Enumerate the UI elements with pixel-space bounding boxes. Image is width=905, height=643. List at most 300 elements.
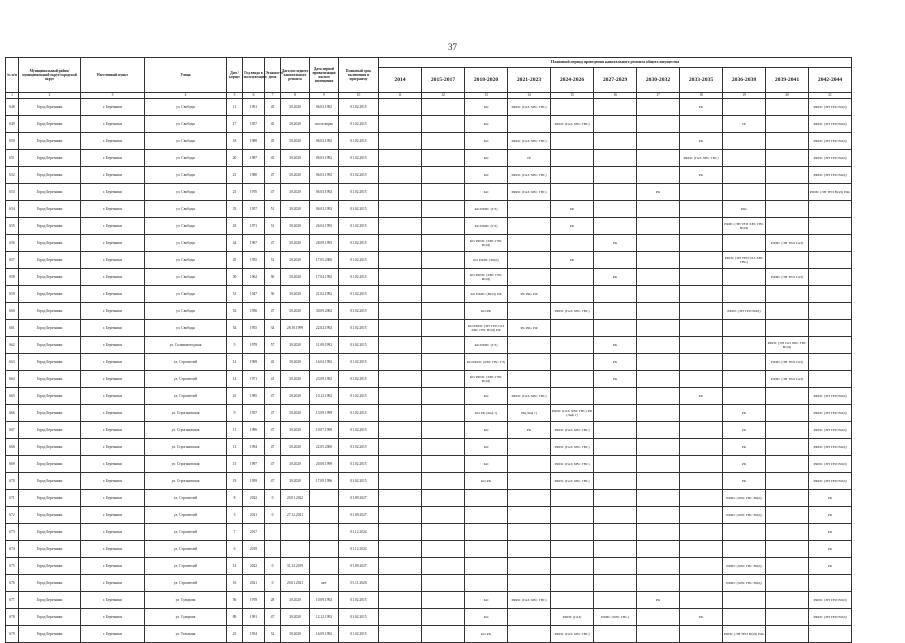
period-2014-cell bbox=[379, 150, 422, 167]
street-cell: ул. Строителей bbox=[145, 575, 227, 592]
period-2027-2029-cell bbox=[594, 116, 637, 133]
settlement-cell: г. Березники bbox=[81, 354, 145, 371]
municipality-cell: Город Березники bbox=[19, 541, 81, 558]
table-row bbox=[6, 320, 852, 337]
period-2036-2038-cell: РФо bbox=[723, 201, 766, 218]
row-number: 656 bbox=[6, 235, 19, 252]
period-2039-2041-cell bbox=[766, 507, 809, 524]
period-2036-2038-cell: РК bbox=[723, 405, 766, 422]
period-2024-2026-cell: РФИС (ГАХ ХВС ГВС) РФ (Лиф т) bbox=[551, 405, 594, 422]
last-repair-cell: 30.2020 bbox=[281, 269, 310, 286]
period-2018-2020-cell: КО bbox=[465, 133, 508, 150]
column-number: 7 bbox=[265, 93, 281, 99]
period-2042-2044-cell: РФИС (ЭН ТЕП ВОД) РФо bbox=[809, 184, 852, 201]
period-2015-2017-cell bbox=[422, 388, 465, 405]
house-cell: 23 bbox=[227, 626, 243, 643]
period-2021-2023-cell bbox=[508, 337, 551, 354]
period-2033-2035-cell: РК bbox=[680, 99, 723, 116]
period-2033-2035-cell: РК bbox=[680, 609, 723, 626]
period-2030-2032-cell bbox=[637, 626, 680, 643]
column-number: 18 bbox=[680, 93, 723, 99]
period-2030-2032-cell bbox=[637, 371, 680, 388]
year-built-cell: 2022 bbox=[243, 490, 265, 507]
period-2018-2020-cell: КО РФИС (ЭН ТЕП ГАЗ ХВС ГВС ВОД) РФ bbox=[465, 320, 508, 337]
header-last-repair: Дата последнего капитального ремонта bbox=[281, 58, 310, 93]
settlement-cell: г. Березники bbox=[81, 116, 145, 133]
privatization-cell: 30.09.2002 bbox=[310, 303, 339, 320]
table-row bbox=[6, 388, 852, 405]
row-number: 670 bbox=[6, 473, 19, 490]
period-2018-2020-cell: КО bbox=[465, 184, 508, 201]
period-2024-2026-cell bbox=[551, 558, 594, 575]
column-number: 12 bbox=[422, 93, 465, 99]
header-year-2018-2020: 2018-2020 bbox=[465, 68, 508, 93]
year-built-cell: 2017 bbox=[243, 524, 265, 541]
period-2021-2023-cell bbox=[508, 439, 551, 456]
period-2024-2026-cell bbox=[551, 524, 594, 541]
street-cell: ул. Свободы bbox=[145, 218, 227, 235]
planned-date-cell: 01.02.2015 bbox=[339, 456, 379, 473]
period-2042-2044-cell bbox=[809, 337, 852, 354]
year-built-cell: 1959 bbox=[243, 473, 265, 490]
period-2018-2020-cell: КО РК bbox=[465, 626, 508, 643]
period-2021-2023-cell bbox=[508, 507, 551, 524]
column-number: 19 bbox=[723, 93, 766, 99]
period-2030-2032-cell: РК bbox=[637, 592, 680, 609]
row-number: 663 bbox=[6, 354, 19, 371]
period-2039-2041-cell: РФИС (ЭН ГАЗ ХВС ГВС ВОД) bbox=[766, 337, 809, 354]
table-row bbox=[6, 524, 852, 541]
last-repair-cell: 30.2020 bbox=[281, 405, 310, 422]
municipality-cell: Город Березники bbox=[19, 575, 81, 592]
table-row bbox=[6, 507, 852, 524]
table-row bbox=[6, 116, 852, 133]
year-built-cell: 1985 bbox=[243, 388, 265, 405]
header-year-2024-2026: 2024-2026 bbox=[551, 68, 594, 93]
period-2033-2035-cell bbox=[680, 337, 723, 354]
period-2021-2023-cell: ТЕ bbox=[508, 150, 551, 167]
period-2039-2041-cell bbox=[766, 99, 809, 116]
period-2021-2023-cell bbox=[508, 490, 551, 507]
settlement-cell: г. Березники bbox=[81, 507, 145, 524]
table-row bbox=[6, 252, 852, 269]
period-2033-2035-cell bbox=[680, 541, 723, 558]
period-2018-2020-cell bbox=[465, 558, 508, 575]
house-cell: 43 bbox=[227, 218, 243, 235]
period-2018-2020-cell: КО РФИС (ТЭ) bbox=[465, 218, 508, 235]
repair-schedule-table bbox=[5, 57, 852, 643]
year-built-cell: 1957 bbox=[243, 201, 265, 218]
settlement-cell: г. Березники bbox=[81, 269, 145, 286]
floors-cell: 50 bbox=[265, 269, 281, 286]
year-built-cell: 1951 bbox=[243, 99, 265, 116]
period-2039-2041-cell bbox=[766, 184, 809, 201]
table-row bbox=[6, 626, 852, 643]
street-cell: ул. Свободы bbox=[145, 235, 227, 252]
period-2014-cell bbox=[379, 286, 422, 303]
privatization-cell: 20.08.1999 bbox=[310, 456, 339, 473]
planned-date-cell: 01.02.2015 bbox=[339, 116, 379, 133]
house-cell: 20 bbox=[227, 150, 243, 167]
street-cell: ул. Строителей bbox=[145, 371, 227, 388]
period-2033-2035-cell bbox=[680, 405, 723, 422]
municipality-cell: Город Березники bbox=[19, 252, 81, 269]
planned-date-cell: 01.02.2015 bbox=[339, 592, 379, 609]
period-2039-2041-cell bbox=[766, 456, 809, 473]
period-2024-2026-cell: РК bbox=[551, 218, 594, 235]
period-2021-2023-cell bbox=[508, 269, 551, 286]
period-2021-2023-cell: РФИС (ГАХ ХВС ГВС) bbox=[508, 388, 551, 405]
period-2036-2038-cell: РФИС (ХВС ГВС ВОД) bbox=[723, 558, 766, 575]
column-number: 2 bbox=[19, 93, 81, 99]
street-cell: ул. Свободы bbox=[145, 116, 227, 133]
period-2021-2023-cell bbox=[508, 303, 551, 320]
privatization-cell: 11.09.1992 bbox=[310, 337, 339, 354]
period-2039-2041-cell bbox=[766, 524, 809, 541]
period-2014-cell bbox=[379, 235, 422, 252]
settlement-cell: г. Березники bbox=[81, 337, 145, 354]
privatization-cell: 26.04.1993 bbox=[310, 218, 339, 235]
period-2015-2017-cell bbox=[422, 99, 465, 116]
period-2033-2035-cell bbox=[680, 235, 723, 252]
period-2024-2026-cell bbox=[551, 184, 594, 201]
house-cell: 12 bbox=[227, 558, 243, 575]
period-2030-2032-cell bbox=[637, 354, 680, 371]
header-year-built: Год ввода в эксплуатацию bbox=[243, 58, 265, 93]
period-2018-2020-cell: КО bbox=[465, 150, 508, 167]
period-2036-2038-cell bbox=[723, 150, 766, 167]
period-2018-2020-cell: КО bbox=[465, 609, 508, 626]
period-2036-2038-cell bbox=[723, 388, 766, 405]
period-2021-2023-cell bbox=[508, 218, 551, 235]
period-2036-2038-cell bbox=[723, 592, 766, 609]
year-built-cell: 1970 bbox=[243, 184, 265, 201]
settlement-cell: г. Березники bbox=[81, 150, 145, 167]
street-cell: ул. Свободы bbox=[145, 286, 227, 303]
period-2018-2020-cell: КО bbox=[465, 439, 508, 456]
period-2027-2029-cell: РК bbox=[594, 269, 637, 286]
street-cell: ул. Строителей bbox=[145, 524, 227, 541]
period-2014-cell bbox=[379, 456, 422, 473]
period-2024-2026-cell bbox=[551, 167, 594, 184]
header-year-2015-2017: 2015-2017 bbox=[422, 68, 465, 93]
period-2015-2017-cell bbox=[422, 337, 465, 354]
period-2024-2026-cell bbox=[551, 320, 594, 337]
period-2024-2026-cell: РФИС (ГАХ ХВС ГВС) bbox=[551, 116, 594, 133]
period-2014-cell bbox=[379, 269, 422, 286]
last-repair-cell: 30.2020 bbox=[281, 218, 310, 235]
municipality-cell: Город Березники bbox=[19, 490, 81, 507]
street-cell: ул. Строгановская bbox=[145, 439, 227, 456]
street-cell: ул. Строгановская bbox=[145, 456, 227, 473]
period-2018-2020-cell: КО РК (Лиф т) bbox=[465, 405, 508, 422]
period-2042-2044-cell: РК bbox=[809, 558, 852, 575]
header-municipality: Муниципальный район/муниципальный округ/городской округ bbox=[19, 58, 81, 93]
period-2015-2017-cell bbox=[422, 609, 465, 626]
privatization-cell: 10.07.1998 bbox=[310, 422, 339, 439]
planned-date-cell: 01.02.2015 bbox=[339, 337, 379, 354]
last-repair-cell: 20.01.2022 bbox=[281, 490, 310, 507]
year-built-cell: 1971 bbox=[243, 371, 265, 388]
column-number: 9 bbox=[310, 93, 339, 99]
period-2024-2026-cell: РФИС (ГАЗ) bbox=[551, 609, 594, 626]
period-2030-2032-cell bbox=[637, 303, 680, 320]
privatization-cell: 23.09.1992 bbox=[310, 371, 339, 388]
row-number: 660 bbox=[6, 303, 19, 320]
period-2039-2041-cell bbox=[766, 575, 809, 592]
period-2024-2026-cell: РФИС (ГАХ ХВС ГВС) bbox=[551, 439, 594, 456]
floors-cell: 0 bbox=[265, 490, 281, 507]
row-number: 659 bbox=[6, 286, 19, 303]
period-2014-cell bbox=[379, 184, 422, 201]
period-2027-2029-cell bbox=[594, 218, 637, 235]
year-built-cell: 2021 bbox=[243, 575, 265, 592]
municipality-cell: Город Березники bbox=[19, 354, 81, 371]
year-built-cell: 1967 bbox=[243, 235, 265, 252]
last-repair-cell bbox=[281, 541, 310, 558]
house-cell: 56 bbox=[227, 592, 243, 609]
period-2015-2017-cell bbox=[422, 184, 465, 201]
last-repair-cell: 30.2020 bbox=[281, 371, 310, 388]
street-cell: ул. Строгановская bbox=[145, 405, 227, 422]
planned-date-cell: 01.02.2015 bbox=[339, 609, 379, 626]
privatization-cell: 06.03.1992 bbox=[310, 201, 339, 218]
period-2027-2029-cell bbox=[594, 150, 637, 167]
period-2024-2026-cell bbox=[551, 541, 594, 558]
period-2015-2017-cell bbox=[422, 524, 465, 541]
row-number: 673 bbox=[6, 524, 19, 541]
period-2015-2017-cell bbox=[422, 456, 465, 473]
house-cell: 7 bbox=[227, 524, 243, 541]
period-2042-2044-cell bbox=[809, 320, 852, 337]
privatization-cell: 10.09.1992 bbox=[310, 592, 339, 609]
year-built-cell: 1980 bbox=[243, 167, 265, 184]
floors-cell: 51 bbox=[265, 218, 281, 235]
column-number: 20 bbox=[766, 93, 809, 99]
period-2014-cell bbox=[379, 405, 422, 422]
period-2018-2020-cell: КО РК bbox=[465, 473, 508, 490]
period-2015-2017-cell bbox=[422, 235, 465, 252]
row-number: 677 bbox=[6, 592, 19, 609]
table-row bbox=[6, 609, 852, 626]
municipality-cell: Город Березники bbox=[19, 286, 81, 303]
period-2039-2041-cell bbox=[766, 592, 809, 609]
period-2042-2044-cell: РФИС (ЭН ТЕП ВОД) bbox=[809, 473, 852, 490]
period-2036-2038-cell: РФИС (ЭН ТЕП ВОД) bbox=[723, 303, 766, 320]
period-2042-2044-cell: РФИС (ЭН ТЕП ВОД) bbox=[809, 133, 852, 150]
period-2039-2041-cell bbox=[766, 320, 809, 337]
period-2018-2020-cell bbox=[465, 490, 508, 507]
year-built-cell: 1988 bbox=[243, 133, 265, 150]
floors-cell: 34 bbox=[265, 320, 281, 337]
settlement-cell: г. Березники bbox=[81, 439, 145, 456]
period-2027-2029-cell: РК bbox=[594, 371, 637, 388]
period-2033-2035-cell: РК bbox=[680, 388, 723, 405]
municipality-cell: Город Березники bbox=[19, 388, 81, 405]
row-number: 675 bbox=[6, 558, 19, 575]
year-built-cell: 1955 bbox=[243, 252, 265, 269]
street-cell: ул. Суворова bbox=[145, 592, 227, 609]
period-2018-2020-cell: КО bbox=[465, 167, 508, 184]
period-2036-2038-cell bbox=[723, 286, 766, 303]
year-built-cell: 1987 bbox=[243, 150, 265, 167]
period-2036-2038-cell: РФИС (ХВС ГВС ВОД) bbox=[723, 575, 766, 592]
street-cell: ул. Свободы bbox=[145, 184, 227, 201]
period-2018-2020-cell: КО bbox=[465, 116, 508, 133]
period-2030-2032-cell bbox=[637, 116, 680, 133]
period-2033-2035-cell bbox=[680, 473, 723, 490]
table-row bbox=[6, 150, 852, 167]
period-2039-2041-cell: РФИС (ЭН ТЕП ГАЗ) bbox=[766, 371, 809, 388]
planned-date-cell: 01.02.2015 bbox=[339, 371, 379, 388]
period-2015-2017-cell bbox=[422, 286, 465, 303]
house-cell: 54 bbox=[227, 320, 243, 337]
table-row bbox=[6, 235, 852, 252]
year-built-cell: 1994 bbox=[243, 439, 265, 456]
last-repair-cell: 30.2020 bbox=[281, 626, 310, 643]
period-2014-cell bbox=[379, 201, 422, 218]
period-2027-2029-cell bbox=[594, 405, 637, 422]
municipality-cell: Город Березники bbox=[19, 337, 81, 354]
row-number: 654 bbox=[6, 201, 19, 218]
settlement-cell: г. Березники bbox=[81, 167, 145, 184]
planned-date-cell: 01.09.2027 bbox=[339, 558, 379, 575]
privatization-cell: 06.03.1992 bbox=[310, 150, 339, 167]
period-2024-2026-cell bbox=[551, 575, 594, 592]
period-2027-2029-cell bbox=[594, 541, 637, 558]
period-2015-2017-cell bbox=[422, 371, 465, 388]
settlement-cell: г. Березники bbox=[81, 422, 145, 439]
last-repair-cell: 30.2020 bbox=[281, 609, 310, 626]
period-2036-2038-cell bbox=[723, 99, 766, 116]
floors-cell: 45 bbox=[265, 354, 281, 371]
last-repair-cell: 31.12.2019 bbox=[281, 558, 310, 575]
privatization-cell: нет bbox=[310, 575, 339, 592]
period-2030-2032-cell bbox=[637, 541, 680, 558]
privatization-cell: 17.04.1992 bbox=[310, 269, 339, 286]
last-repair-cell: 30.2020 bbox=[281, 473, 310, 490]
row-number: 667 bbox=[6, 422, 19, 439]
period-2018-2020-cell bbox=[465, 575, 508, 592]
period-2039-2041-cell: РФИС (ЭН ТЕП ГАЗ) bbox=[766, 235, 809, 252]
floors-cell: 0 bbox=[265, 507, 281, 524]
period-2018-2020-cell: КО bbox=[465, 99, 508, 116]
period-2036-2038-cell: РФИС (ЭН ТЕП ХВС ГВС ВОД) bbox=[723, 218, 766, 235]
privatization-cell: 22.05.2000 bbox=[310, 439, 339, 456]
period-2018-2020-cell: КО РФИС (ХВС ГВС ВОД) bbox=[465, 371, 508, 388]
period-2018-2020-cell: КО РФИС (ТЭ) bbox=[465, 201, 508, 218]
street-cell: ул. Свободы bbox=[145, 252, 227, 269]
period-2042-2044-cell: РК bbox=[809, 490, 852, 507]
period-2027-2029-cell bbox=[594, 99, 637, 116]
period-2021-2023-cell bbox=[508, 235, 551, 252]
year-built-cell: 2021 bbox=[243, 507, 265, 524]
period-2030-2032-cell bbox=[637, 337, 680, 354]
municipality-cell: Город Березники bbox=[19, 524, 81, 541]
period-2015-2017-cell bbox=[422, 269, 465, 286]
period-2027-2029-cell bbox=[594, 184, 637, 201]
period-2039-2041-cell: РФИС (ЭН ТЕП ГАЗ) bbox=[766, 354, 809, 371]
period-2014-cell bbox=[379, 218, 422, 235]
period-2024-2026-cell: РФИС (ГАХ ХВС ГВС) bbox=[551, 473, 594, 490]
period-2039-2041-cell bbox=[766, 626, 809, 643]
period-2033-2035-cell bbox=[680, 116, 723, 133]
table-row bbox=[6, 218, 852, 235]
privatization-cell bbox=[310, 541, 339, 558]
privatization-cell: 21.02.1992 bbox=[310, 286, 339, 303]
municipality-cell: Город Березники bbox=[19, 609, 81, 626]
column-number: 8 bbox=[281, 93, 310, 99]
street-cell: ул. Свободы bbox=[145, 99, 227, 116]
last-repair-cell: 30.2020 bbox=[281, 456, 310, 473]
municipality-cell: Город Березники bbox=[19, 592, 81, 609]
table-body bbox=[6, 93, 852, 643]
table-row bbox=[6, 575, 852, 592]
period-2021-2023-cell bbox=[508, 541, 551, 558]
period-2030-2032-cell: РК bbox=[637, 184, 680, 201]
period-2042-2044-cell bbox=[809, 575, 852, 592]
period-2027-2029-cell bbox=[594, 507, 637, 524]
period-2015-2017-cell bbox=[422, 116, 465, 133]
last-repair-cell: 30.2020 bbox=[281, 201, 310, 218]
table-row bbox=[6, 439, 852, 456]
period-2042-2044-cell: РФИС (ЭН ТЕП ВОД) bbox=[809, 422, 852, 439]
municipality-cell: Город Березники bbox=[19, 473, 81, 490]
period-2036-2038-cell: РФИС (ЭН ТЕП ВОД) РФо bbox=[723, 626, 766, 643]
period-2024-2026-cell bbox=[551, 337, 594, 354]
year-built-cell: 1997 bbox=[243, 456, 265, 473]
planned-date-cell: 01.02.2015 bbox=[339, 405, 379, 422]
row-number: 666 bbox=[6, 405, 19, 422]
municipality-cell: Город Березники bbox=[19, 439, 81, 456]
period-2030-2032-cell bbox=[637, 405, 680, 422]
header-year-2027-2029: 2027-2029 bbox=[594, 68, 637, 93]
period-2027-2029-cell bbox=[594, 558, 637, 575]
period-2036-2038-cell: ТЕ bbox=[723, 116, 766, 133]
period-2039-2041-cell bbox=[766, 541, 809, 558]
period-2021-2023-cell: РК РФо РФ bbox=[508, 320, 551, 337]
period-2033-2035-cell bbox=[680, 303, 723, 320]
floors-cell: 51 bbox=[265, 201, 281, 218]
privatization-cell: 13.09.1999 bbox=[310, 405, 339, 422]
street-cell: ул. Строителей bbox=[145, 558, 227, 575]
house-cell: 5 bbox=[227, 337, 243, 354]
street-cell: ул. Свободы bbox=[145, 269, 227, 286]
header-settlement: Населенный пункт bbox=[81, 58, 145, 93]
floors-cell: 51 bbox=[265, 252, 281, 269]
period-2014-cell bbox=[379, 558, 422, 575]
period-2015-2017-cell bbox=[422, 320, 465, 337]
row-number: 672 bbox=[6, 507, 19, 524]
year-built-cell: 1956 bbox=[243, 303, 265, 320]
period-2030-2032-cell bbox=[637, 473, 680, 490]
period-2039-2041-cell bbox=[766, 286, 809, 303]
period-2042-2044-cell: РФИС (ЭН ТЕП ВОД) bbox=[809, 116, 852, 133]
period-2036-2038-cell: РК bbox=[723, 473, 766, 490]
header-year-2042-2044: 2042-2044 bbox=[809, 68, 852, 93]
period-2018-2020-cell: КО bbox=[465, 422, 508, 439]
period-2033-2035-cell bbox=[680, 320, 723, 337]
period-2015-2017-cell bbox=[422, 439, 465, 456]
period-2021-2023-cell bbox=[508, 575, 551, 592]
row-number: 658 bbox=[6, 269, 19, 286]
year-built-cell: 1969 bbox=[243, 354, 265, 371]
period-2021-2023-cell: РК(Лиф т) bbox=[508, 405, 551, 422]
period-2018-2020-cell: КО bbox=[465, 456, 508, 473]
period-2018-2020-cell: КО bbox=[465, 592, 508, 609]
period-2021-2023-cell: РФИС (ГАХ ХВС ГВС) bbox=[508, 592, 551, 609]
period-2042-2044-cell bbox=[809, 286, 852, 303]
